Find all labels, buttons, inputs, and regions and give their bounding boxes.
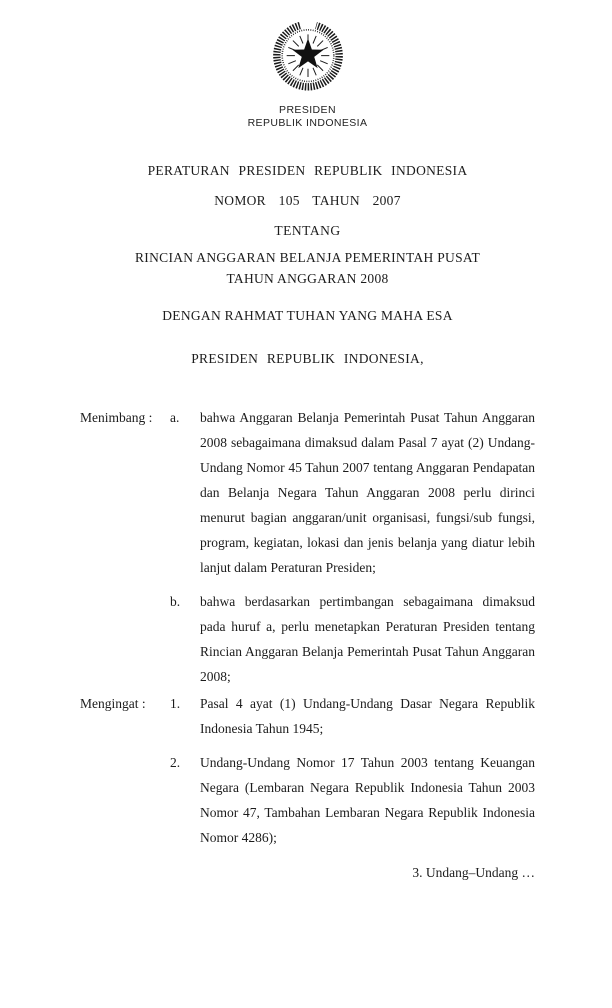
regulation-subject-line1: RINCIAN ANGGARAN BELANJA PEMERINTAH PUSAT	[135, 250, 480, 265]
item-text: bahwa Anggaran Belanja Pemerintah Pusat Tahun Anggaran 2008 sebagaimana dimaksud dalam Pasal 7 ayat (2) Undang-Undang Nomor 45 Tahun 2007 tentang Anggaran Pendapatan dan Belanja Negara Tahun Anggaran 2008 perlu dirinci menurut bagian anggaran/unit organisasi, fungsi/sub fungsi, program, kegiatan, lokasi dan jenis belanja yang diatur lebih lanjut dalam Peraturan Presiden;	[200, 410, 535, 575]
recalling-section	[80, 691, 535, 850]
considering-item-a	[170, 405, 535, 580]
considering-label: Menimbang :	[80, 410, 153, 425]
authority-line: PRESIDEN REPUBLIK INDONESIA,	[191, 351, 424, 366]
recalling-label: Mengingat :	[80, 696, 146, 711]
item-text: bahwa berdasarkan pertimbangan sebagaimana dimaksud pada huruf a, perlu menetapkan Peraturan Presiden tentang Rincian Anggaran Belanja Pemerintah Pusat Tahun Anggaran 2008;	[200, 594, 535, 684]
letterhead	[80, 12, 535, 130]
considering-item-b	[170, 589, 535, 689]
recalling-item-1	[170, 691, 535, 741]
considering-items	[170, 405, 535, 689]
agency-line-republik-indonesia: REPUBLIK INDONESIA	[247, 117, 368, 129]
regulation-subject-line2: TAHUN ANGGARAN 2008	[226, 271, 389, 286]
presidential-emblem-icon	[267, 12, 349, 96]
item-marker: 1.	[170, 696, 181, 711]
preamble-clauses	[80, 405, 535, 850]
item-marker: b.	[170, 594, 181, 609]
considering-section	[80, 405, 535, 689]
agency-name	[80, 104, 535, 130]
item-text: Pasal 4 ayat (1) Undang-Undang Dasar Negara Republik Indonesia Tahun 1945;	[200, 696, 535, 736]
regulation-title-block	[80, 163, 535, 287]
item-text: Undang-Undang Nomor 17 Tahun 2003 tentang Keuangan Negara (Lembaran Negara Republik Indonesia Tahun 2003 Nomor 47, Tambahan Lembaran Negara Republik Indonesia Nomor 4286);	[200, 755, 535, 845]
item-marker: 2.	[170, 755, 181, 770]
regulation-number: NOMOR 105 TAHUN 2007	[214, 193, 401, 208]
tentang-label: TENTANG	[274, 223, 341, 238]
star-icon	[292, 38, 323, 68]
recalling-item-2	[170, 750, 535, 850]
catchword-line: 3. Undang–Undang …	[412, 865, 535, 880]
recalling-items	[170, 691, 535, 850]
item-marker: a.	[170, 410, 180, 425]
agency-line-presiden: PRESIDEN	[279, 104, 336, 116]
regulation-title: PERATURAN PRESIDEN REPUBLIK INDONESIA	[147, 163, 468, 178]
invocation-line: DENGAN RAHMAT TUHAN YANG MAHA ESA	[162, 308, 453, 323]
